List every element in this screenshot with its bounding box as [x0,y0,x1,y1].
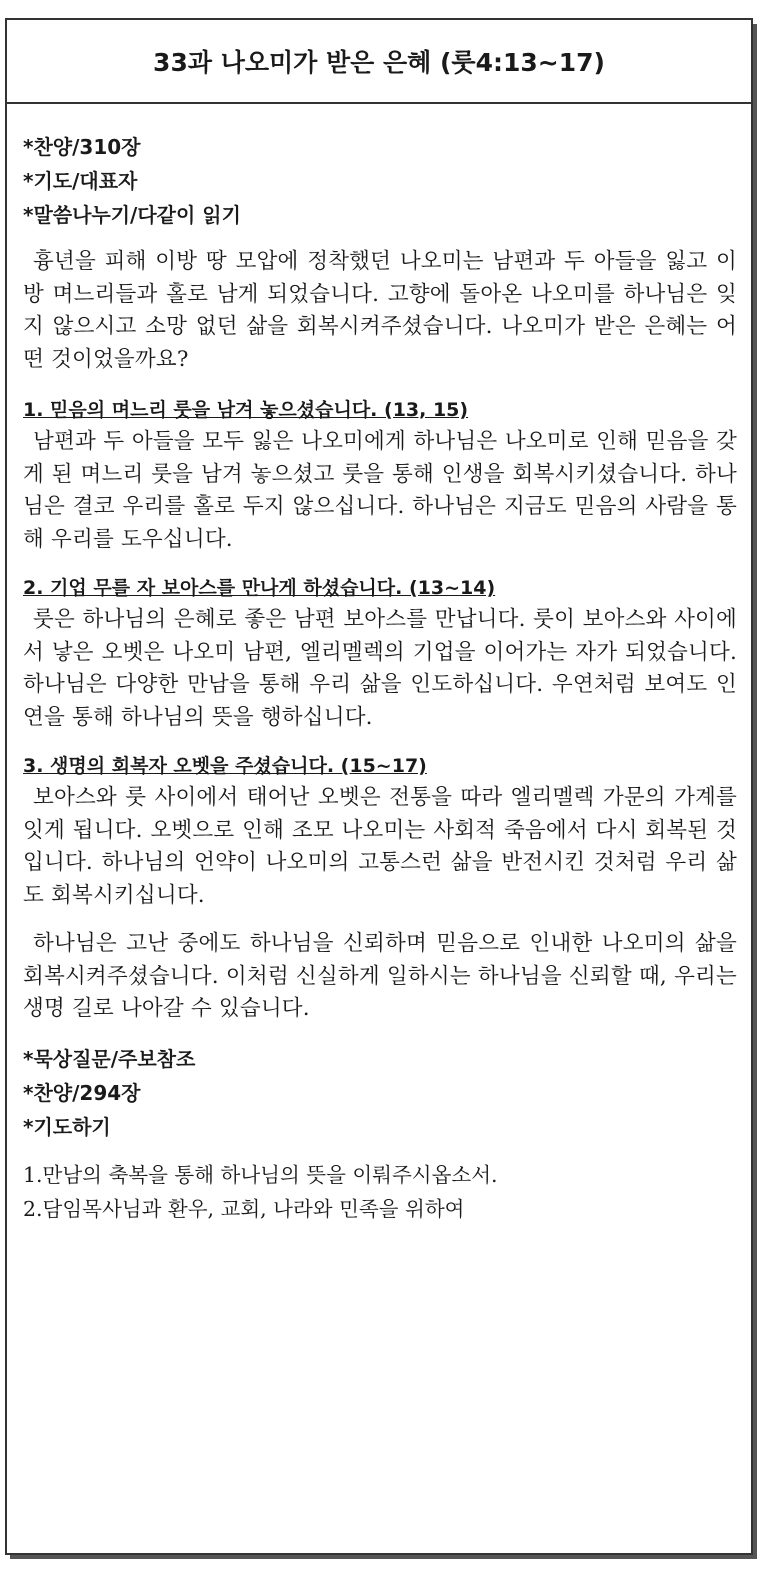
section-1-body: 남편과 두 아들을 모두 잃은 나오미에게 하나님은 나오미로 인해 믿음을 갖게 된 며느리 룻을 남겨 놓으셨고 룻을 통해 인생을 회복시키셨습니다. 하나님은 결코 우리를 홀로 두지 않으십니다. 하나님은 지금도 믿음의 사람을 통해 우리를 도우십니다. [23,429,737,552]
prayer-list [23,1158,737,1226]
closing-paragraph: 하나님은 고난 중에도 하나님을 신뢰하며 믿음으로 인내한 나오미의 삶을 회복시켜주셨습니다. 이처럼 신실하게 일하시는 하나님을 신뢰할 때, 우리는 생명 길로 나아갈 수 있습니다. [23,931,737,1021]
prayer-item: 2.담임목사님과 환우, 교회, 나라와 민족을 위하여 [23,1196,465,1221]
order-of-service-top [23,130,737,232]
section-2-body: 룻은 하나님의 은혜로 좋은 남편 보아스를 만납니다. 룻이 보아스와 사이에서 낳은 오벳은 나오미 남편, 엘리멜렉의 기업을 이어가는 자가 되었습니다. 하나님은 다양한 만남을 통해 우리 삶을 인도하십니다. 우연처럼 보여도 인연을 통해 하나님의 뜻을 행하십니다. [23,607,737,730]
order-of-service-bottom [23,1042,737,1144]
step-meditation: *묵상질문/주보참조 [23,1046,196,1071]
worship-sheet [5,18,753,1555]
lesson-title: 33과 나오미가 받은 은혜 (룻4:13~17) [153,48,605,77]
prayer-item: 1.만남의 축복을 통해 하나님의 뜻을 이뤄주시옵소서. [23,1162,498,1187]
step-hymn: *찬양/310장 [23,135,141,159]
section-1-heading: 1. 믿음의 며느리 룻을 남겨 놓으셨습니다. (13, 15) [23,399,469,421]
step-reading: *말씀나누기/다같이 읽기 [23,203,241,227]
step-prayer: *기도/대표자 [23,169,138,193]
section-3-heading: 3. 생명의 회복자 오벳을 주셨습니다. (15~17) [23,755,427,777]
page-shadow-bottom [10,1555,757,1559]
section-3 [23,750,737,912]
section-2-heading: 2. 기업 무를 자 보아스를 만나게 하셨습니다. (13~14) [23,577,496,599]
intro-paragraph: 흉년을 피해 이방 땅 모압에 정착했던 나오미는 남편과 두 아들을 잃고 이방 며느리들과 홀로 남게 되었습니다. 고향에 돌아온 나오미를 하나님은 잊지 않으시고 소망 없던 삶을 회복시켜주셨습니다. 나오미가 받은 은혜는 어떤 것이었을까요? [23,249,737,372]
section-2 [23,572,737,734]
step-closing-prayer: *기도하기 [23,1114,111,1139]
step-closing-hymn: *찬양/294장 [23,1080,141,1105]
section-1 [23,394,737,556]
page-shadow-right [753,24,757,1559]
title-bar [7,20,751,104]
content [7,130,751,1226]
intro-section [23,246,737,376]
section-3-body: 보아스와 룻 사이에서 태어난 오벳은 전통을 따라 엘리멜렉 가문의 가계를 잇게 됩니다. 오벳으로 인해 조모 나오미는 사회적 죽음에서 다시 회복된 것입니다. 하나님의 언약이 나오미의 고통스런 삶을 반전시킨 것처럼 우리 삶도 회복시키십니다. [23,785,737,908]
closing-section [23,928,737,1026]
